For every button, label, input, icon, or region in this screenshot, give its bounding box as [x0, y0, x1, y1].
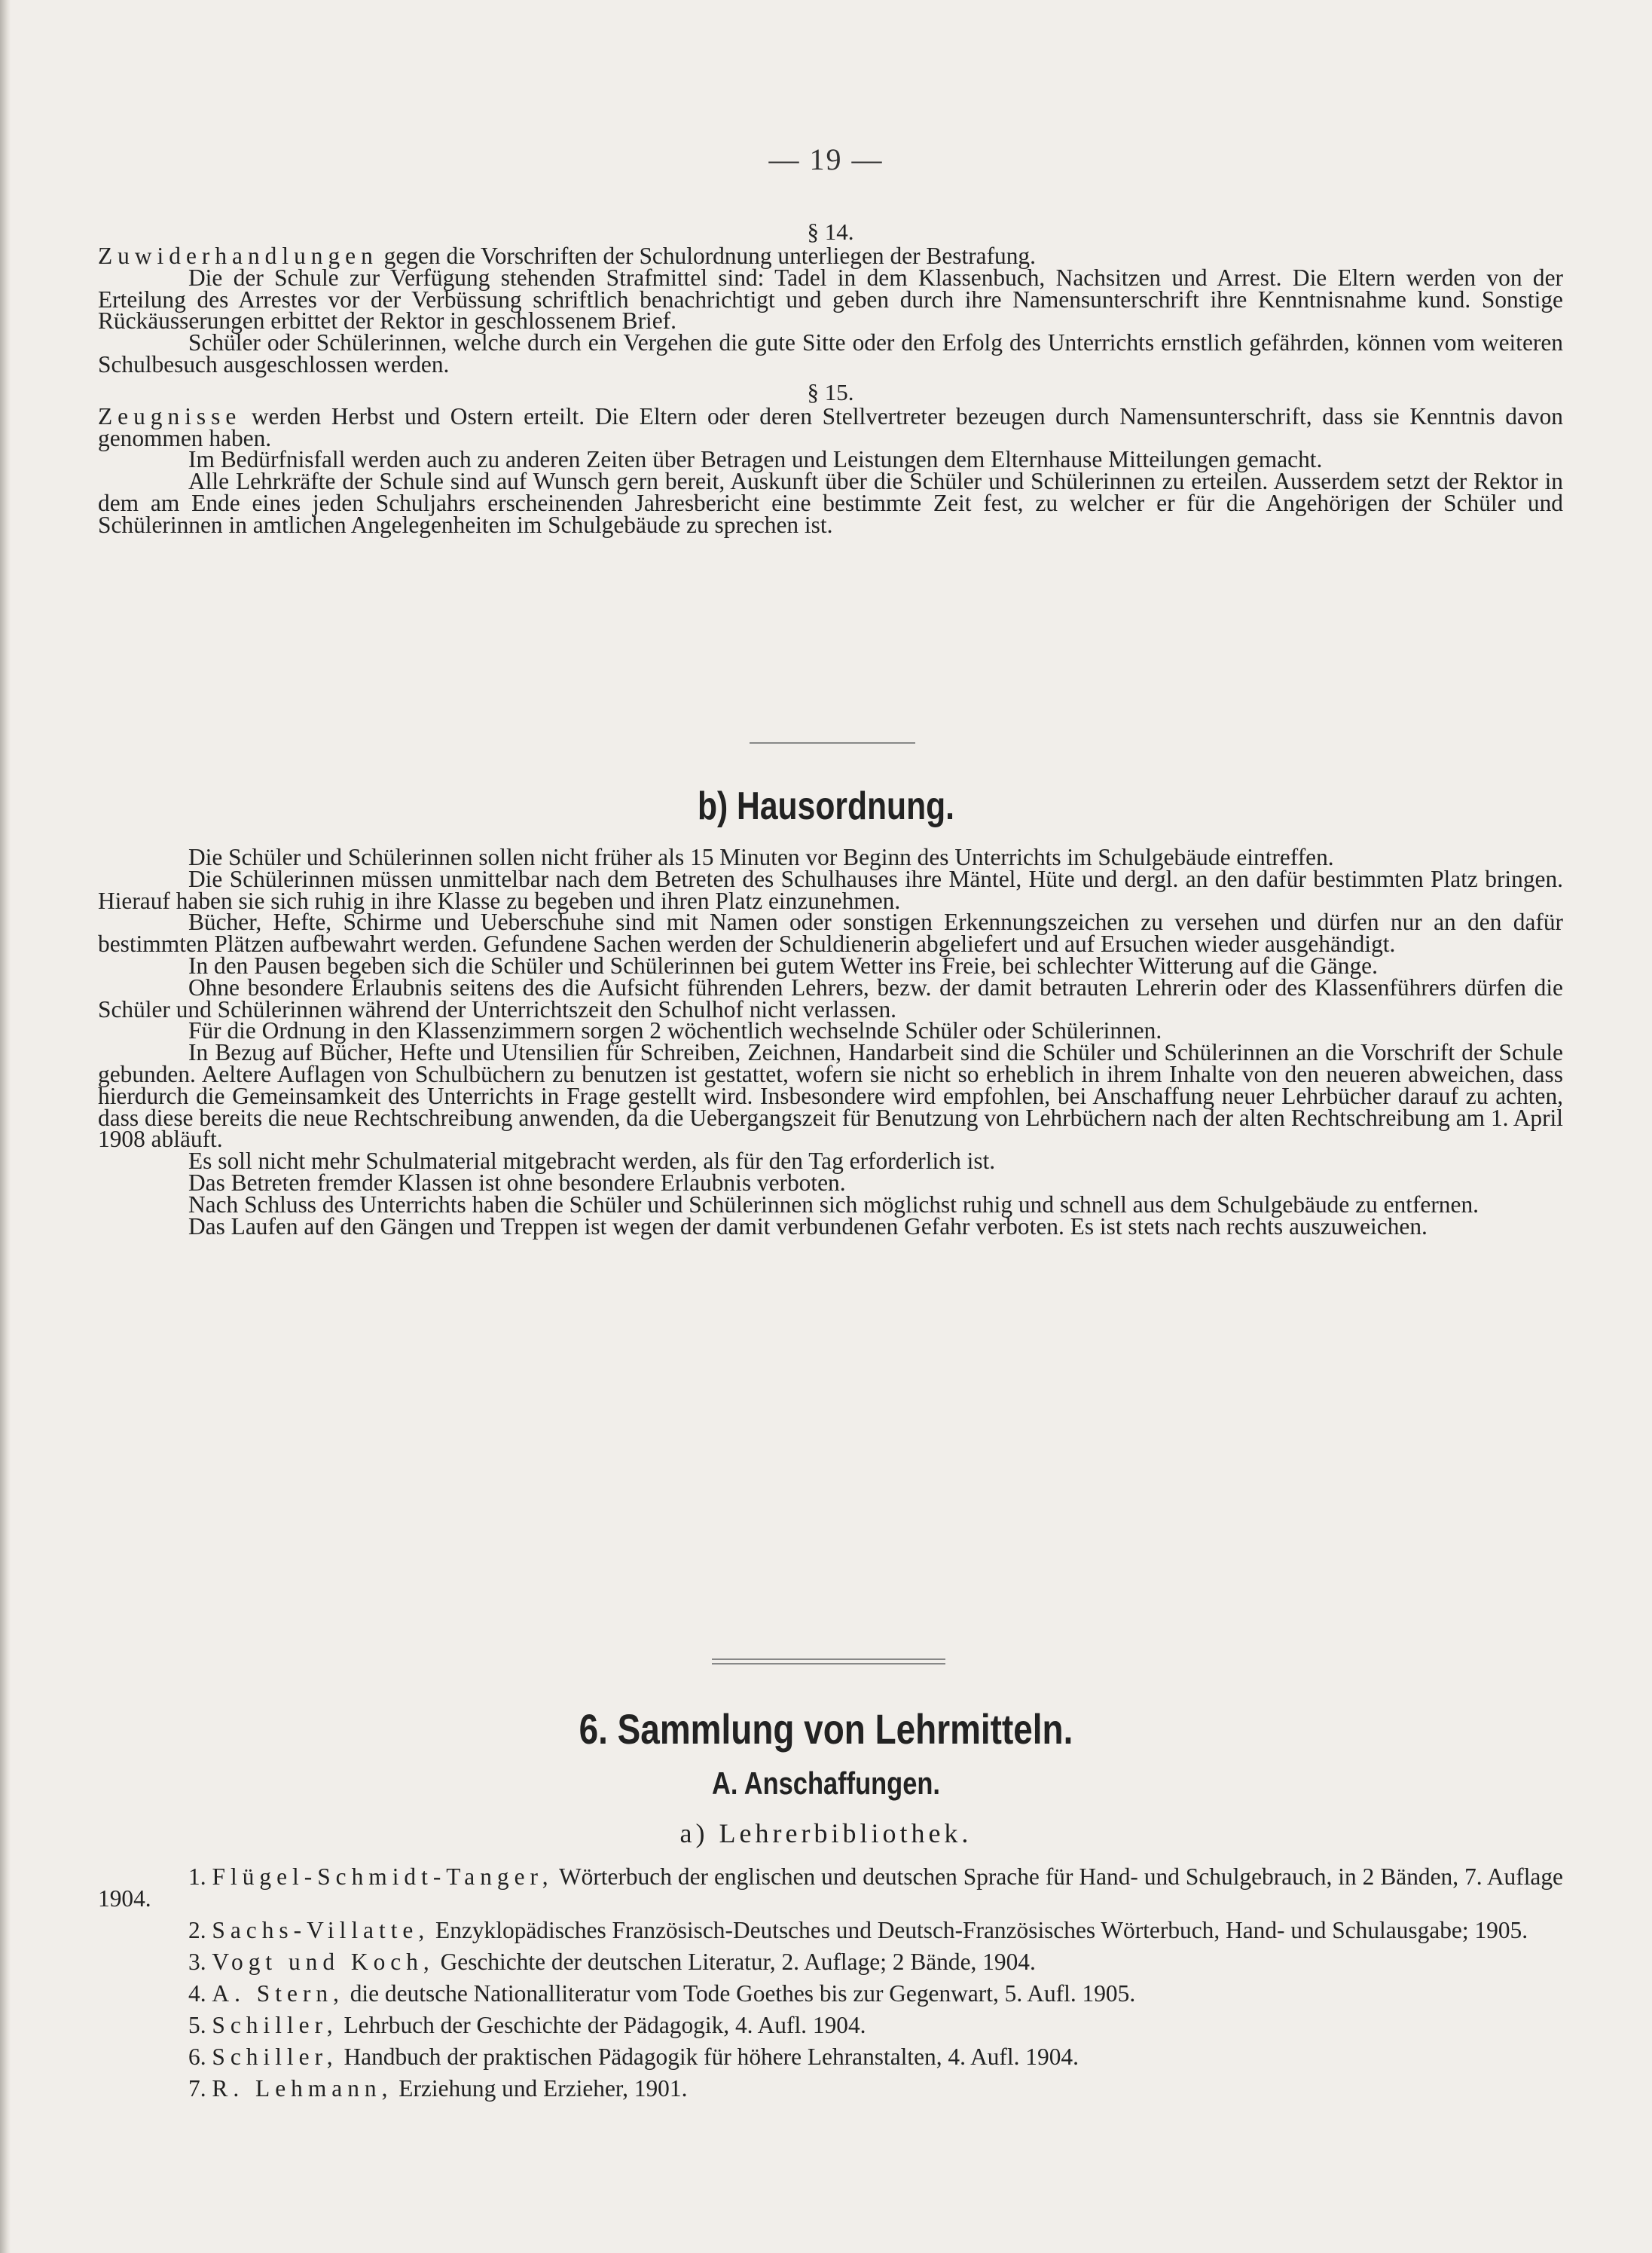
book-entry: [98, 1863, 1563, 1912]
book-number: 2.: [188, 1917, 206, 1943]
book-author: Vogt und Koch,: [212, 1949, 435, 1975]
hausordnung-paragraph: Nach Schluss des Unterrichts haben die Schüler und Schülerinnen sich möglichst ruhig und schnell aus dem Schulgebäude zu entfernen.: [188, 1191, 1479, 1218]
book-title: Handbuch der praktischen Pädagogik für höhere Lehranstalten, 4. Aufl. 1904.: [337, 2044, 1079, 2070]
book-entry: [98, 2046, 1563, 2068]
hausordnung-paragraph: Für die Ordnung in den Klassenzimmern sorgen 2 wöchentlich wechselnde Schüler oder Schülerinnen.: [188, 1017, 1162, 1044]
hausordnung-heading: b) Hausordnung.: [697, 784, 955, 828]
book-entry: [98, 1951, 1563, 1973]
sammlung-heading: 6. Sammlung von Lehrmitteln.: [579, 1705, 1073, 1753]
hausordnung-paragraph: Das Laufen auf den Gängen und Treppen ist wegen der damit verbundenen Gefahr verboten. Es ist stets nach rechts auszuweichen.: [188, 1212, 1428, 1240]
book-title: Lehrbuch der Geschichte der Pädagogik, 4. Aufl. 1904.: [337, 2012, 866, 2038]
hausordnung-paragraph: Es soll nicht mehr Schulmaterial mitgebracht werden, als für den Tag erforderlich ist.: [188, 1148, 996, 1175]
book-title: Wörterbuch der englischen und deutschen Sprache für Hand- und Schulgebrauch, in 2 Bänden, 7. Auflage 1904.: [98, 1863, 1563, 1912]
book-entry: [98, 2014, 1563, 2036]
page-number: — 19 —: [768, 142, 884, 176]
book-author: Flügel-Schmidt-Tanger,: [212, 1863, 554, 1890]
schulordnung-block: [98, 219, 1563, 537]
book-title: Erziehung und Erzieher, 1901.: [392, 2075, 688, 2102]
hausordnung-paragraph: Die Schülerinnen müssen unmittelbar nach dem Betreten des Schulhauses ihre Mäntel, Hüte und dergl. an den dafür bestimmten Platz bringen. Hierauf haben sie sich ruhig in ihre Klasse zu begeben und ihren Platz einzunehmen.: [98, 865, 1563, 914]
book-number: 4.: [188, 1980, 206, 2007]
book-title: Geschichte der deutschen Literatur, 2. Auflage; 2 Bände, 1904.: [434, 1949, 1036, 1975]
anschaffungen-heading: A. Anschaffungen.: [712, 1765, 940, 1801]
hausordnung-paragraph: Bücher, Hefte, Schirme und Ueberschuhe sind mit Namen oder sonstigen Erkennungszeichen zu versehen und dürfen nur an den dafür bestimmten Plätzen aufbewahrt werden. Gefundene Sachen werden der Schuldienerin abgeliefert und auf Ersuchen wieder ausgehändigt.: [98, 909, 1563, 958]
book-number: 1.: [188, 1863, 206, 1890]
book-list: [98, 1863, 1563, 2102]
book-number: 3.: [188, 1949, 206, 1975]
book-entry: [98, 2075, 1563, 2102]
section-14-paragraph-1-text: gegen die Vorschriften der Schulordnung unterliegen der Bestrafung.: [377, 243, 1036, 269]
hausordnung-paragraph: Die Schüler und Schülerinnen sollen nicht früher als 15 Minuten vor Beginn des Unterrichts im Schulgebäude eintreffen.: [188, 844, 1334, 870]
book-entry: [98, 1980, 1563, 2007]
hausordnung-paragraph: In den Pausen begeben sich die Schüler und Schülerinnen bei gutem Wetter ins Freie, bei schlechter Witterung auf die Gänge.: [188, 952, 1378, 979]
book-title: Enzyklopädisches Französisch-Deutsches und Deutsch-Französisches Wörterbuch, Hand- und Schulausgabe; 1905.: [429, 1917, 1528, 1943]
double-divider-rule: [712, 1658, 945, 1665]
section-15-paragraph-3: Alle Lehrkräfte der Schule sind auf Wunsch gern bereit, Auskunft über die Schüler und Schülerinnen zu erteilen. Ausserdem setzt der Rektor in dem am Ende eines jeden Schuljahrs erscheinenden Jahresbericht eine bestimmte Zeit fest, zu welcher er für die Angehörigen der Schüler und Schülerinnen in amtlichen Angelegenheiten im Schulgebäude zu sprechen ist.: [98, 468, 1563, 538]
hausordnung-block: [98, 844, 1563, 1240]
hausordnung-paragraph: Ohne besondere Erlaubnis seitens des die Aufsicht führenden Lehrers, bezw. der damit betrauten Lehrerin oder des Klassenführers dürfen die Schüler und Schülerinnen während der Unterrichtszeit den Schulhof nicht verlassen.: [98, 974, 1563, 1023]
keyword-zuwiderhandlungen: Zuwiderhandlungen: [98, 243, 378, 269]
book-author: Schiller,: [212, 2044, 338, 2070]
hausordnung-paragraph: In Bezug auf Bücher, Hefte und Utensilien für Schreiben, Zeichnen, Handarbeit sind die Schüler und Schülerinnen an die Vorschrift der Schule gebunden. Aeltere Auflagen von Schulbüchern zu benutzen ist gestattet, wofern sie nicht so erheblich in ihrem Inhalte von den neueren abweichen, dass hierdurch die Gemeinsamkeit des Unterrichts in Frage gestellt wird. Insbesondere wird empfohlen, bei Anschaffung neuer Lehrbücher darauf zu achten, dass diese bereits die neue Rechtschreibung anwenden, da die Uebergangszeit für Benutzung von Lehrbüchern nach der alten Rechtschreibung am 1. April 1908 abläuft.: [98, 1039, 1563, 1153]
section-15-paragraph-1-text: werden Herbst und Ostern erteilt. Die Eltern oder deren Stellvertreter bezeugen durch Namensunterschrift, dass sie Kenntnis davon genommen haben.: [98, 402, 1563, 451]
lehrerbibliothek-heading: a) Lehrerbibliothek.: [679, 1818, 973, 1848]
section-14-heading: § 14.: [807, 219, 854, 245]
book-entry: [98, 1919, 1563, 1941]
section-15-heading: § 15.: [807, 378, 854, 405]
page-binding-edge: [0, 0, 11, 2253]
section-15-paragraph-2: Im Bedürfnisfall werden auch zu anderen Zeiten über Betragen und Leistungen dem Elternhause Mitteilungen gemacht.: [188, 446, 1323, 473]
hausordnung-paragraph: Das Betreten fremder Klassen ist ohne besondere Erlaubnis verboten.: [188, 1169, 846, 1196]
book-author: Schiller,: [212, 2012, 338, 2038]
book-number: 5.: [188, 2012, 206, 2038]
section-14-paragraph-2: Die der Schule zur Verfügung stehenden Strafmittel sind: Tadel in dem Klassenbuch, Nachsitzen und Arrest. Die Eltern werden von der Erteilung des Arrestes vor der Verbüssung schriftlich benachrichtigt und geben durch ihre Namensunterschrift ihre Kenntnisnahme kund. Sonstige Rückäusserungen erbittet der Rektor in geschlossenem Brief.: [98, 264, 1563, 335]
book-author: Sachs-Villatte,: [212, 1917, 430, 1943]
section-15-paragraph-1: [98, 402, 1563, 451]
keyword-zeugnisse: Zeugnisse: [98, 402, 242, 430]
divider-rule: [750, 742, 915, 744]
book-title: die deutsche Nationalliteratur vom Tode Goethes bis zur Gegenwart, 5. Aufl. 1905.: [344, 1980, 1136, 2007]
section-14-paragraph-3: Schüler oder Schülerinnen, welche durch ein Vergehen die gute Sitte oder den Erfolg des Unterrichts ernstlich gefährden, können vom weiteren Schulbesuch ausgeschlossen werden.: [98, 329, 1563, 378]
book-author: A. Stern,: [212, 1980, 344, 2007]
book-number: 6.: [188, 2044, 206, 2070]
book-author: R. Lehmann,: [212, 2075, 393, 2102]
book-number: 7.: [188, 2075, 206, 2102]
